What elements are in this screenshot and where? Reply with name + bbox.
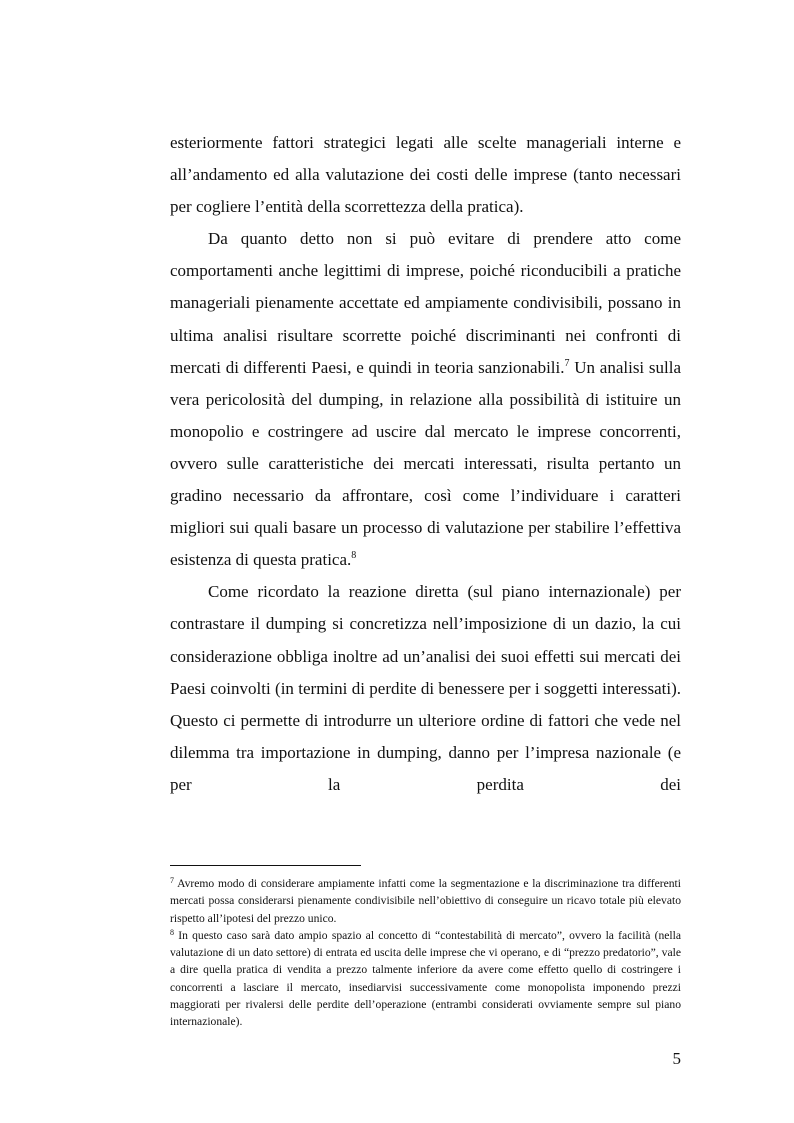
footnote-ref-8[interactable]: 8 [351, 550, 357, 562]
paragraph-duty-reaction [170, 576, 681, 801]
footnote-marker: 8 [170, 927, 174, 937]
page-number: 5 [672, 1049, 681, 1068]
paragraph-text: Da quanto detto non si può evitare di prendere atto come comportamenti anche legittimi di imprese, poiché riconducibili a pratiche manageriali pienamente accettate ed ampiamente condivisibili, possano in ultima analisi risultare scorrette poiché discriminanti nei confronti di mercati di differenti Paesi, e quindi in teoria sanzionabili. [170, 229, 681, 377]
document-page [170, 0, 681, 1123]
footnote-7 [170, 875, 681, 927]
paragraph-continuation [170, 127, 681, 223]
footnote-8 [170, 927, 681, 1031]
paragraph-text: esteriormente fattori strategici legati alle scelte manageriali interne e all’andamento ed alla valutazione dei costi delle imprese (tanto necessari per cogliere l’entità della scorrettezza della pratica). [170, 133, 681, 217]
footnote-text: In questo caso sarà dato ampio spazio al concetto di “contestabilità di mercato”, ovvero la facilità (nella valutazione di un dato settore) di entrata ed uscita delle imprese che vi operano, e di “prezzo predatorio”, vale a dire quella pratica di vendita a prezzo talmente inferiore da avere come effetto quello di costringere i concorrenti a lasciare il mercato, insediarvisi successivamente come monopolista imponendo prezzi maggiorati per rivalersi delle perdite dell’operazione (entrambi considerati ovviamente sempre sul piano internazionale). [170, 928, 681, 1029]
paragraph-text: Come ricordato la reazione diretta (sul piano internazionale) per contrastare il dumping si concretizza nell’imposizione di un dazio, la cui considerazione obbliga inoltre ad un’analisi dei suoi effetti sui mercati dei Paesi coinvolti (in termini di perdite di benessere per i soggetti interessati). Questo ci permette di introdurre un ulteriore ordine di fattori che vede nel dilemma tra importazione in dumping, danno per l’impresa nazionale (e per la perdita dei [170, 582, 681, 794]
footnote-separator [170, 865, 361, 866]
paragraph-dumping-legitimacy [170, 223, 681, 576]
paragraph-text: Un analisi sulla vera pericolosità del dumping, in relazione alla possibilità di istituire un monopolio e costringere ad uscire dal mercato le imprese concorrenti, ovvero sulle caratteristiche dei mercati interessati, risulta pertanto un gradino necessario da affrontare, così come l’individuare i caratteri migliori sui quali basare un processo di valutazione per stabilire l’effettiva esistenza di questa pratica. [170, 357, 682, 570]
footnote-marker: 7 [170, 876, 174, 885]
footnote-text: Avremo modo di considerare ampiamente infatti come la segmentazione e la discriminazione tra differenti mercati possa considerarsi pienamente condivisibile nell’obiettivo di conseguire un ricavo totale più elevato rispetto all’ipotesi del prezzo unico. [170, 877, 681, 925]
footnote-ref-7[interactable]: 7 [564, 357, 570, 369]
footnotes [170, 875, 681, 1031]
body-text [170, 127, 681, 801]
